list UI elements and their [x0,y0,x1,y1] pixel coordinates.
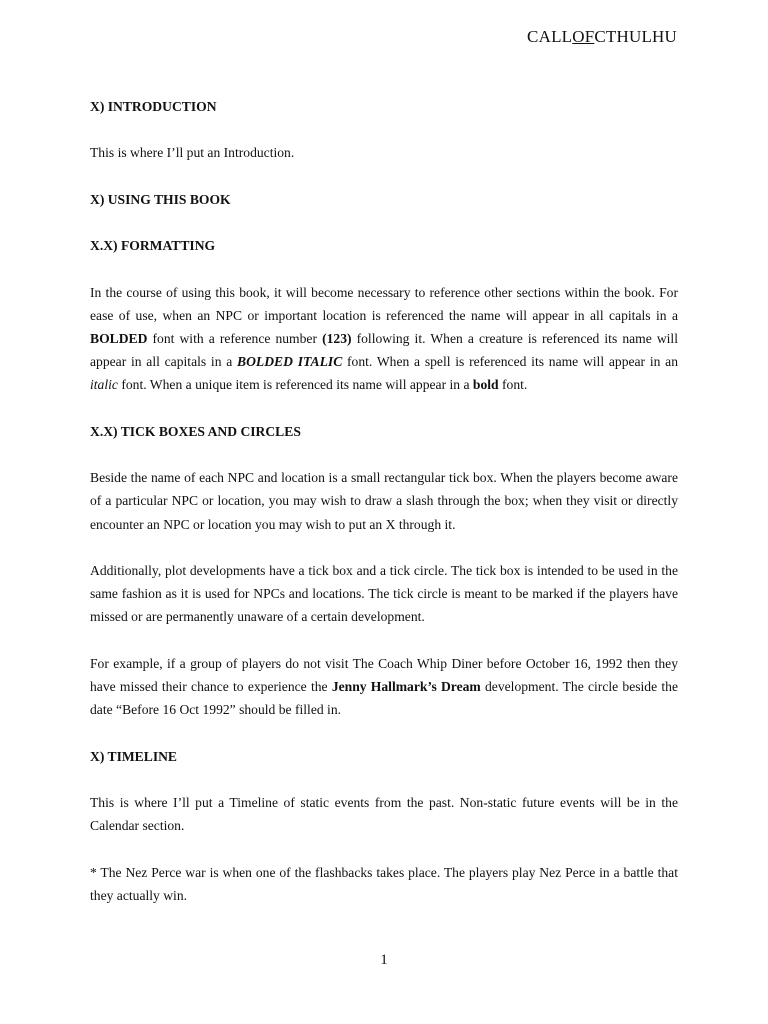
timeline-paragraph-2: * The Nez Perce war is when one of the flashbacks takes place. The players play Nez Perce in a battle that they actually win. [90,864,678,903]
italic-example: italic [90,377,118,393]
formatting-paragraph: In the course of using this book, it will become necessary to reference other sections within the book. For ease of use, when an NPC or important location is referenced the name will appear in all capitals in a BOLDED font with a reference number (123) following it. When a creature is referenced its name will appear in all capitals in a BOLDED ITALIC font. When a spell is referenced its name will appear in an italic font. When a unique item is referenced its name will appear in a bold font. [90,284,678,393]
section-heading-tick-boxes: X.X) TICK BOXES AND CIRCLES [90,423,301,439]
section-heading-formatting: X.X) FORMATTING [90,238,216,254]
document-header [527,27,677,47]
tick-boxes-paragraph-1: Beside the name of each NPC and location is a small rectangular tick box. When the players become aware of a particular NPC or location, you may wish to draw a slash through the box; when they visit or directly encounter an NPC or location you may wish to put an X through it. [90,470,678,532]
tick-boxes-paragraph-2: Additionally, plot developments have a tick box and a tick circle. The tick box is intended to be used in the same fashion as it is used for NPCs and locations. The tick circle is meant to be marked if the players have missed or are permanently unaware of a certain development. [90,562,678,625]
header-title-part: CTHULHU [594,27,677,46]
header-title-underlined: OF [572,27,595,46]
development-name: Jenny Hallmark’s Dream [331,678,481,694]
header-title-part: CALL [527,27,573,46]
page-number: 1 [380,952,388,968]
bold-example: BOLDED [90,330,148,346]
section-heading-timeline: X) TIMELINE [90,748,177,764]
section-heading-introduction: X) INTRODUCTION [90,99,217,114]
section-heading-using-this-book: X) USING THIS BOOK [90,191,231,207]
bold-item-example: bold [472,377,499,393]
reference-number-example: (123) [322,330,352,346]
introduction-paragraph: This is where I’ll put an Introduction. [90,145,295,161]
timeline-paragraph-1: This is where I’ll put a Timeline of static events from the past. Non-static future events will be in the Calendar section. [90,794,678,834]
tick-boxes-paragraph-3: For example, if a group of players do not visit The Coach Whip Diner before October 16, 1992 then they have missed their chance to experience the Jenny Hallmark’s Dream development. The circle beside the date “Before 16 Oct 1992” should be filled in. [90,655,678,718]
bold-italic-example: BOLDED ITALIC [237,354,343,370]
document-body [90,95,678,907]
